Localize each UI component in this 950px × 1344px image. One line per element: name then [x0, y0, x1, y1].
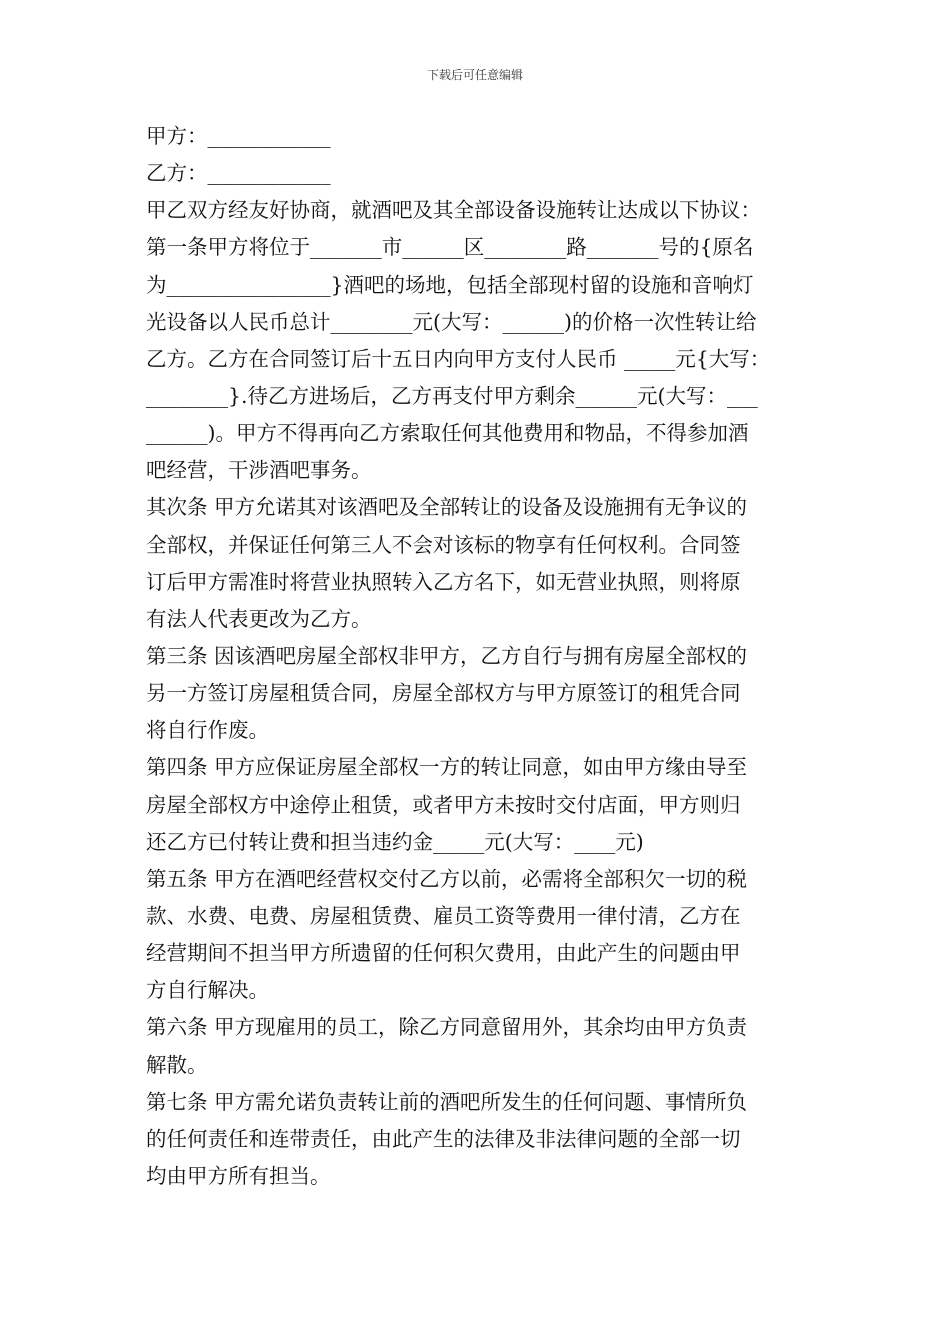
text-line: 第六条 甲方现雇用的员工，除乙方同意留用外，其余均由甲方负责	[146, 1015, 748, 1040]
text-line: 乙方。乙方在合同签订后十五日内向甲方支付人民币 _____元{大写：	[146, 346, 771, 371]
text-line: 第七条 甲方需允诺负责转让前的酒吧所发生的任何问题、事情所负	[146, 1089, 748, 1114]
text-line: 甲乙双方经友好协商，就酒吧及其全部设备设施转让达成以下协议：	[146, 198, 761, 223]
text-line: 甲方：____________	[146, 124, 331, 148]
text-line: 乙方：____________	[146, 161, 331, 186]
document-body	[146, 118, 811, 1195]
text-line: ________}.待乙方进场后，乙方再支付甲方剩余______元(大写：___	[146, 383, 758, 408]
text-line: 的任何责任和连带责任，由此产生的法律及非法律问题的全部一切	[146, 1126, 741, 1151]
text-line: 光设备以人民币总计________元(大写：______)的价格一次性转让给	[146, 309, 757, 334]
text-line: 将自行作废。	[146, 718, 269, 743]
text-line: 解散。	[146, 1052, 208, 1077]
text-line: 第四条 甲方应保证房屋全部权一方的转让同意，如由甲方缘由导至	[146, 755, 748, 780]
text-line: 方自行解决。	[146, 978, 269, 1003]
text-line: 订后甲方需准时将营业执照转入乙方名下，如无营业执照，则将原	[146, 569, 741, 594]
text-line: 全部权，并保证任何第三人不会对该标的物享有任何权利。合同签	[146, 532, 741, 557]
text-line: 经营期间不担当甲方所遗留的任何积欠费用，由此产生的问题由甲	[146, 941, 741, 966]
page-header-note: 下载后可任意编辑	[426, 68, 523, 82]
text-line: 第三条 因该酒吧房屋全部权非甲方，乙方自行与拥有房屋全部权的	[146, 643, 748, 668]
text-line: 第五条 甲方在酒吧经营权交付乙方以前，必需将全部积欠一切的税	[146, 866, 748, 891]
text-line: 第一条甲方将位于_______市______区________路_______号的{原名	[146, 235, 754, 260]
text-line: 其次条 甲方允诺其对该酒吧及全部转让的设备及设施拥有无争议的	[146, 495, 748, 520]
text-line: 另一方签订房屋租赁合同，房屋全部权方与甲方原签订的租凭合同	[146, 681, 741, 706]
text-line: 吧经营，干涉酒吧事务。	[146, 458, 372, 483]
text-line: 为________________}酒吧的场地，包括全部现村留的设施和音响灯	[146, 272, 754, 297]
text-line: 房屋全部权方中途停止租赁，或者甲方未按时交付店面，甲方则归	[146, 792, 741, 817]
text-line: 还乙方已付转让费和担当违约金_____元(大写：____元)	[146, 829, 644, 854]
text-line: 款、水费、电费、房屋租赁费、雇员工资等费用一律付清，乙方在	[146, 903, 741, 928]
text-line: ______)。甲方不得再向乙方索取任何其他费用和物品，不得参加酒	[146, 421, 749, 446]
text-line: 均由甲方所有担当。	[146, 1163, 331, 1188]
text-line: 有法人代表更改为乙方。	[146, 606, 372, 631]
